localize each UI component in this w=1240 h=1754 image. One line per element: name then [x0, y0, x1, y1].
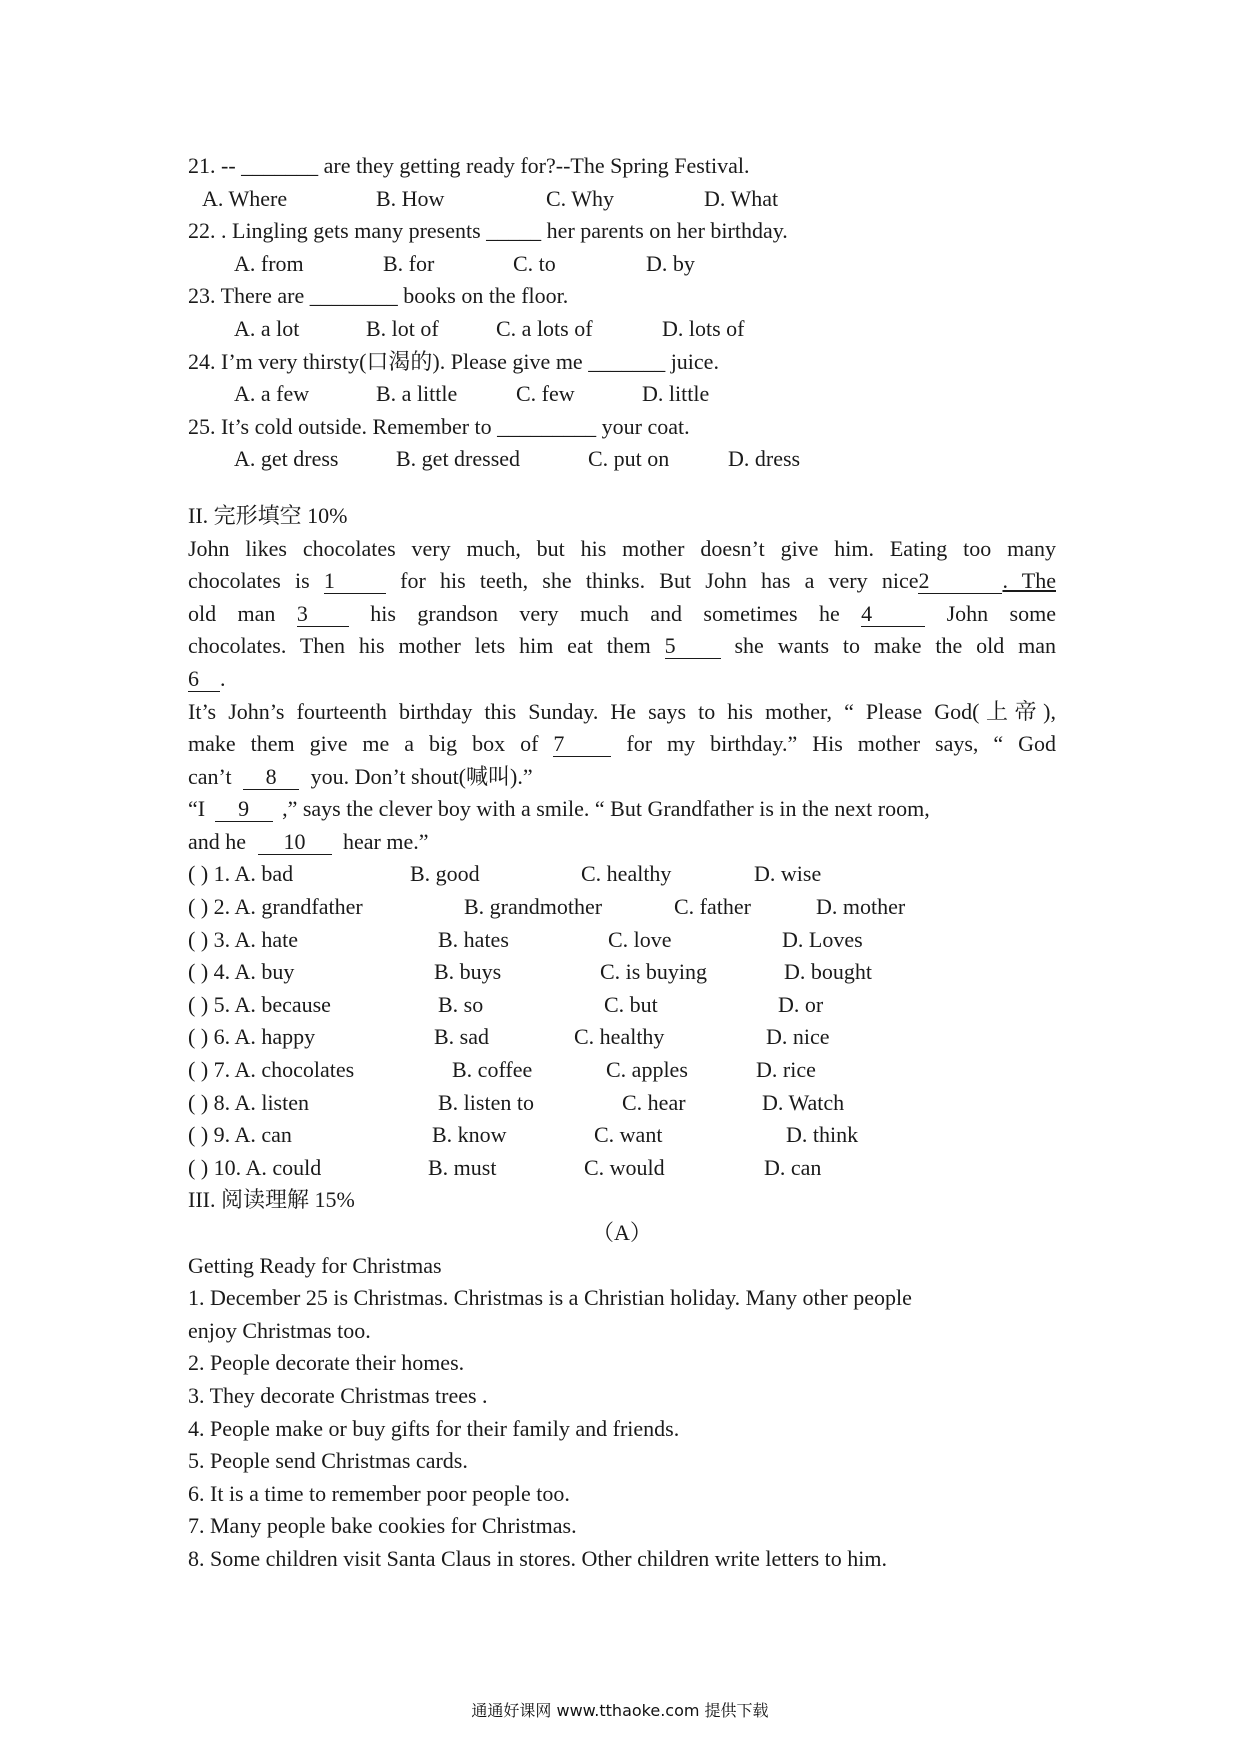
section-heading: II. 完形填空 10%	[188, 502, 348, 528]
option: B. get dressed	[396, 446, 521, 472]
cloze-question-label: ( ) 9. A. can	[188, 1122, 292, 1148]
option: C. want	[594, 1122, 663, 1148]
passage-line: It’s John’s fourteenth birthday this Sunday. He says to his mother, “ Please God(上帝),	[188, 698, 1056, 724]
option: C. father	[674, 894, 751, 920]
option-row	[188, 443, 1056, 476]
cloze-question-label: ( ) 3. A. hate	[188, 926, 298, 952]
option: D. by	[646, 250, 695, 276]
option: D. wise	[754, 861, 822, 887]
cloze-option-row	[188, 891, 1056, 924]
option: C. Why	[546, 185, 615, 211]
blank-5: 5	[665, 634, 721, 659]
option: C. put on	[588, 446, 670, 472]
blank-3: 3	[297, 602, 349, 627]
option: B. hates	[438, 926, 509, 952]
passage-line: 3. They decorate Christmas trees .	[188, 1382, 488, 1408]
option: D. rice	[756, 1057, 816, 1083]
passage-line: 7. Many people bake cookies for Christmas.	[188, 1513, 577, 1539]
passage-line: make them give me a big box of 7 for my birthday.” His mother says, “ God	[188, 731, 1057, 757]
option: B. coffee	[452, 1057, 533, 1083]
blank-6: 6	[188, 667, 220, 692]
passage-line: can’t 8 you. Don’t shout(喊叫).”	[188, 763, 533, 789]
option-row	[188, 378, 1056, 411]
option: B. lot of	[366, 315, 439, 341]
passage-line: “I 9 ,” says the clever boy with a smile. “ But Grandfather is in the next room,	[188, 796, 930, 822]
option: D. Loves	[782, 926, 863, 952]
cloze-question-label: ( ) 5. A. because	[188, 991, 331, 1017]
option: A. Where	[202, 185, 288, 211]
option: C. healthy	[581, 861, 672, 887]
option: A. a few	[234, 381, 310, 407]
blank-10: 10	[258, 830, 332, 855]
cloze-question-label: ( ) 4. A. buy	[188, 959, 295, 985]
option: B. a little	[376, 381, 458, 407]
cloze-option-row	[188, 924, 1056, 957]
cloze-question-label: ( ) 7. A. chocolates	[188, 1057, 355, 1083]
option: C. apples	[606, 1057, 688, 1083]
passage-line: 5. People send Christmas cards.	[188, 1448, 468, 1474]
cloze-option-row	[188, 1087, 1056, 1120]
cloze-option-row	[188, 1054, 1056, 1087]
option: D. What	[704, 185, 779, 211]
blank-4: 4	[861, 602, 925, 627]
option: B. for	[383, 250, 435, 276]
option: D. lots of	[662, 315, 745, 341]
passage-line: 4. People make or buy gifts for their family and friends.	[188, 1415, 680, 1441]
option: A. get dress	[234, 446, 339, 472]
option: D. or	[778, 991, 824, 1017]
option: C. is buying	[600, 959, 707, 985]
cloze-option-row	[188, 1119, 1056, 1152]
passage-line: 8. Some children visit Santa Claus in stores. Other children write letters to him.	[188, 1545, 887, 1571]
option-row	[188, 248, 1056, 281]
option: A. from	[234, 250, 304, 276]
option: B. know	[432, 1122, 507, 1148]
reading-section	[188, 1184, 1056, 1575]
option: B. buys	[434, 959, 502, 985]
option: C. few	[516, 381, 575, 407]
option: B. listen to	[438, 1089, 534, 1115]
option: D. dress	[728, 446, 801, 472]
option: D. bought	[784, 959, 872, 985]
cloze-option-row	[188, 989, 1056, 1022]
passage-line: chocolates. Then his mother lets him eat them 5 she wants to make the old man	[188, 633, 1057, 659]
cloze-question-label: ( ) 10. A. could	[188, 1154, 322, 1180]
passage-line: chocolates is 1 for his teeth, she thinks. But John has a very nice2 . The	[188, 568, 1056, 594]
blank-8: 8	[243, 765, 299, 790]
passage-line: old man 3 his grandson very much and sometimes he 4 John some	[188, 600, 1056, 626]
option-row	[188, 313, 1056, 346]
worksheet-page	[188, 150, 1056, 1576]
option: B. must	[428, 1154, 497, 1180]
passage-line: 1. December 25 is Christmas. Christmas is a Christian holiday. Many other people	[188, 1285, 912, 1311]
cloze-option-row	[188, 956, 1056, 989]
option: D. little	[642, 381, 710, 407]
option: B. so	[438, 991, 484, 1017]
question-stem: 23. There are ________ books on the floor.	[188, 283, 569, 309]
option: D. mother	[816, 894, 906, 920]
option: B. grandmother	[464, 894, 603, 920]
cloze-section	[188, 500, 1056, 1184]
passage-title: Getting Ready for Christmas	[188, 1252, 442, 1278]
option: C. to	[513, 250, 556, 276]
option: D. Watch	[762, 1089, 845, 1115]
question-stem: 21. -- _______ are they getting ready for?--The Spring Festival.	[188, 153, 750, 178]
passage-part-label: （A）	[592, 1220, 652, 1245]
question-stem: 25. It’s cold outside. Remember to _________ your coat.	[188, 413, 690, 439]
passage-line: 6. It is a time to remember poor people too.	[188, 1480, 570, 1506]
option: D. think	[786, 1122, 859, 1148]
blank-1: 1	[324, 569, 386, 594]
blank-7: 7	[553, 732, 611, 757]
option: B. sad	[434, 1024, 489, 1050]
question-stem: 22. . Lingling gets many presents _____ her parents on her birthday.	[188, 218, 788, 244]
blank-2: 2	[918, 569, 1002, 594]
cloze-option-row	[188, 858, 1056, 891]
option: C. would	[584, 1154, 665, 1180]
cloze-question-label: ( ) 8. A. listen	[188, 1089, 309, 1115]
passage-line: enjoy Christmas too.	[188, 1317, 371, 1343]
option: B. How	[376, 185, 445, 211]
option: D. nice	[766, 1024, 830, 1050]
section-heading: III. 阅读理解 15%	[188, 1187, 355, 1213]
option: D. can	[764, 1154, 822, 1180]
multiple-choice-section	[188, 150, 1056, 476]
cloze-question-label: ( ) 1. A. bad	[188, 861, 294, 887]
passage-line: John likes chocolates very much, but his mother doesn’t give him. Eating too many	[188, 535, 1056, 561]
cloze-option-row	[188, 1152, 1056, 1185]
cloze-question-label: ( ) 2. A. grandfather	[188, 894, 363, 920]
passage-line: and he 10 hear me.”	[188, 828, 429, 854]
option: C. but	[604, 991, 658, 1017]
option: A. a lot	[234, 315, 300, 341]
passage-line: 6 .	[188, 665, 226, 691]
passage-line: 2. People decorate their homes.	[188, 1350, 465, 1376]
cloze-question-label: ( ) 6. A. happy	[188, 1024, 316, 1050]
option: C. hear	[622, 1089, 686, 1115]
option: C. healthy	[574, 1024, 665, 1050]
cloze-option-row	[188, 1021, 1056, 1054]
blank-9: 9	[215, 797, 273, 822]
page-footer: 通通好课网 www.tthaoke.com 提供下载	[471, 1701, 769, 1720]
option: B. good	[410, 861, 480, 887]
option: C. love	[608, 926, 672, 952]
option: C. a lots of	[496, 315, 593, 341]
option-row	[188, 183, 1056, 216]
question-stem: 24. I’m very thirsty(口渴的). Please give me _______ juice.	[188, 348, 719, 374]
